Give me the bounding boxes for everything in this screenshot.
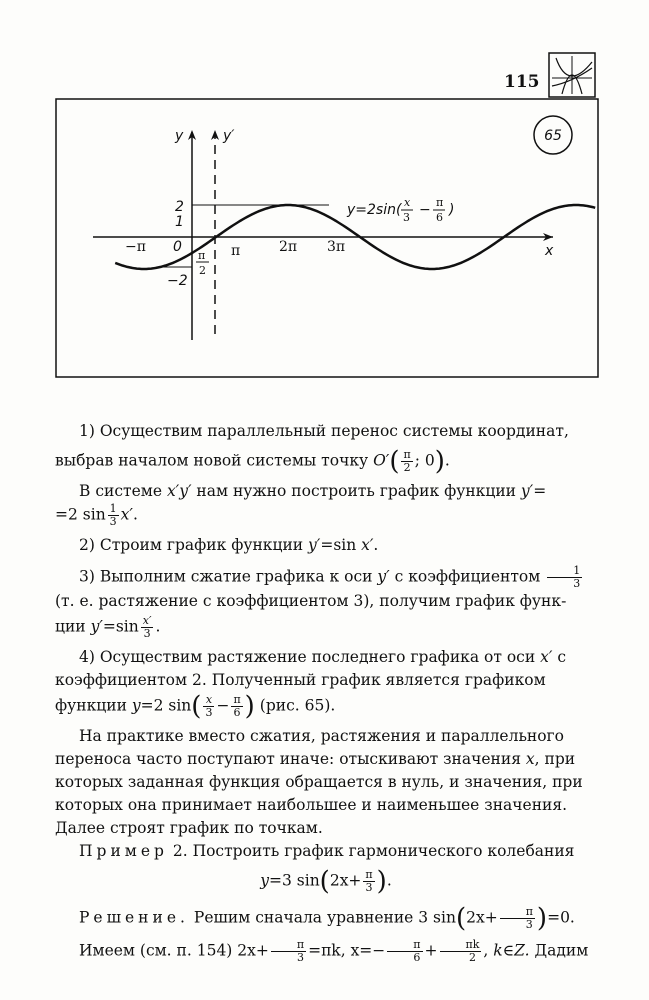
svg-text:−: − [419, 202, 431, 218]
svg-text:π: π [436, 196, 444, 209]
axis-label-x: x [545, 243, 554, 259]
para-6-line-3: которых заданная функция обращается в нуль, и значения, при [55, 773, 583, 791]
para-5-line-1: 4) Осуществим растяжение последнего графика от оси x′ с [79, 648, 567, 666]
tick-y-neg2: −2 [167, 273, 188, 289]
para-2-line-1: В системе x′y′ нам нужно построить график функции y′= [79, 482, 547, 500]
para-1-line-2: выбрав началом новой системы точку O′( $\frac{\pi}{2}$ ; 0). [55, 446, 450, 477]
svg-text:x: x [404, 196, 411, 209]
body-text [55, 420, 597, 964]
tick-neg-pi: −π [125, 239, 146, 255]
figure-65 [55, 98, 599, 378]
para-6-line-5: Далее строят график по точкам. [55, 819, 323, 837]
page-number: 115 [504, 72, 540, 92]
graph-thumbnail-icon [548, 52, 596, 98]
svg-text:6: 6 [436, 211, 443, 224]
tick-pi: π [231, 243, 241, 259]
svg-text:): ) [449, 202, 455, 218]
para-4-line-3: ции y′=sin $\frac{x'}{3}$ . [55, 614, 161, 640]
shift-numerator: π [198, 249, 206, 262]
tick-3pi: 3π [327, 239, 346, 255]
para-4-line-1: 3) Выполним сжатие графика к оси y′ с коэффициентом $\frac{1}{3}$ [79, 564, 581, 590]
solution-line-1: Решение. Решим сначала уравнение 3 sin(2x+ $\frac{\pi}{3}$ )=0. [79, 903, 575, 934]
tick-y-2: 2 [175, 199, 184, 215]
axis-label-y: y [175, 128, 184, 144]
axis-label-y-prime: y′ [223, 128, 235, 144]
para-5-line-2: коэффициентом 2. Полученный график является графиком [55, 671, 546, 689]
tick-2pi: 2π [279, 239, 298, 255]
para-3: 2) Строим график функции y′=sin x′. [79, 536, 379, 554]
tick-origin: 0 [173, 239, 182, 255]
para-6-line-4: которых она принимает наибольшее и наименьшее значения. [55, 796, 568, 814]
svg-text:3: 3 [403, 211, 410, 224]
para-6-line-2: переноса часто поступают иначе: отыскивают значения x, при [55, 750, 576, 768]
tick-y-1: 1 [175, 214, 184, 230]
para-5-line-3: функции y=2 sin( $\frac{x}{3}$ − $\frac{\pi}{6}$ ) (рис. 65). [55, 691, 336, 722]
para-1-line-1: 1) Осуществим параллельный перенос системы координат, [79, 422, 569, 440]
example-2-heading: Пример 2. Построить график гармонического колебания [79, 842, 575, 860]
curve-label: y=2sin( [347, 202, 402, 218]
solution-line-2: Имеем (см. п. 154) 2x+ $\frac{\pi}{3}$ =πk, x=− $\frac{\pi}{6}$ + $\frac{\pi k}{2}$ , k∈Z. Дадим [79, 938, 589, 964]
para-4-line-2: (т. е. растяжение с коэффициентом 3), получим график функ- [55, 592, 567, 610]
para-6-line-1: На практике вместо сжатия, растяжения и параллельного [79, 727, 565, 745]
figure-number: 65 [544, 128, 562, 144]
example-2-equation: y=3 sin(2x+ $\frac{\pi}{3}$ ). [260, 866, 392, 897]
shift-denominator: 2 [199, 264, 206, 277]
para-2-line-2: =2 sin $\frac{1}{3}$ x′. [55, 502, 138, 528]
